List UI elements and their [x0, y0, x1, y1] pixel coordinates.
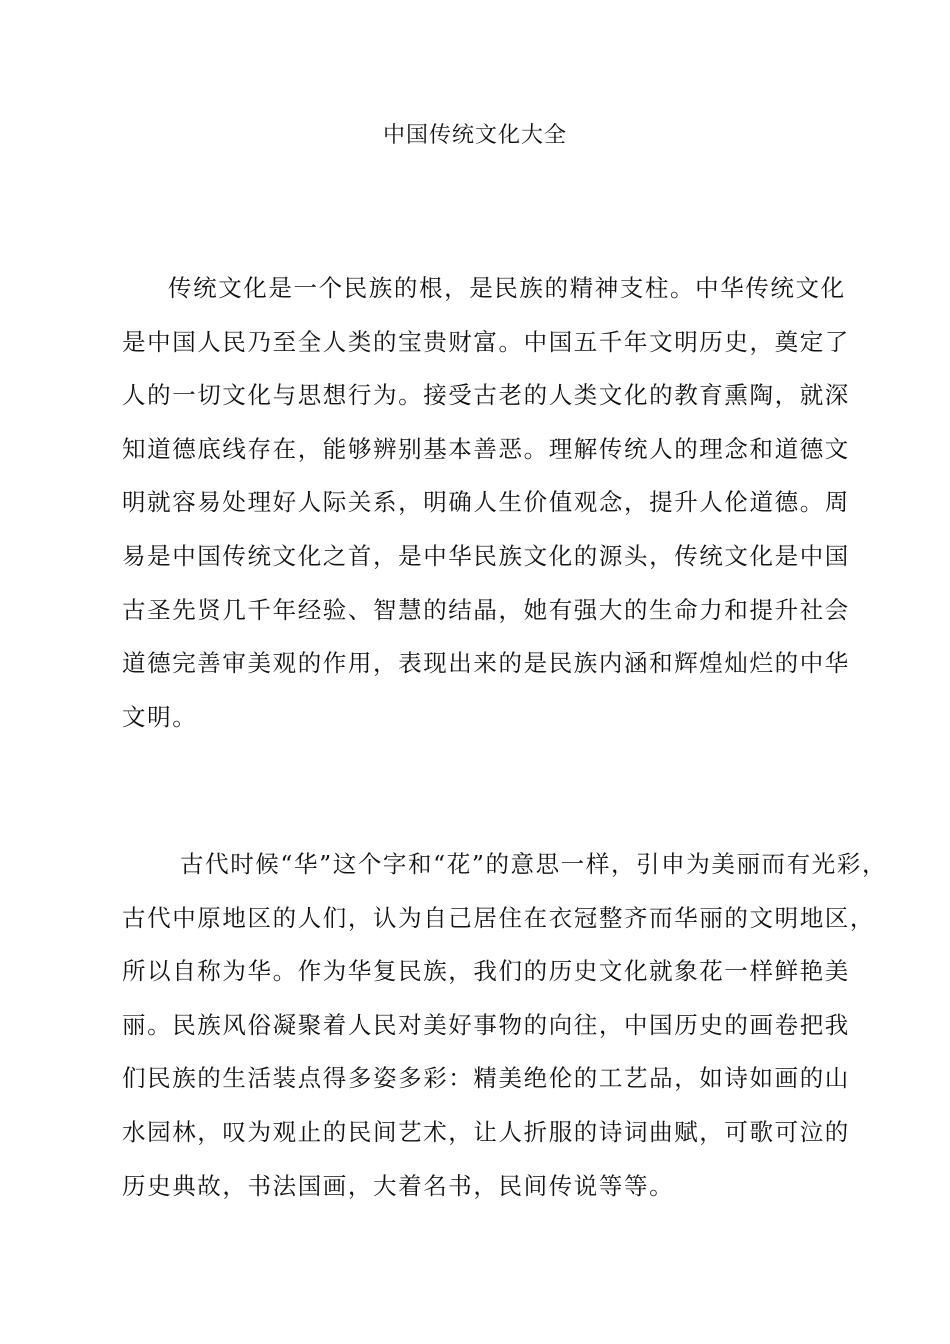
paragraph-line: 历史典故，书法国画，大着名书，民间传说等等。 — [122, 1171, 675, 1200]
paragraph-line: 是中国人民乃至全人类的宝贵财富。中国五千年文明历史，奠定了 — [122, 327, 850, 356]
document-title: 中国传统文化大全 — [382, 123, 567, 148]
paragraph-2 — [122, 838, 888, 1213]
paragraph-line: 文明。 — [122, 702, 198, 731]
paragraph-1 — [122, 262, 850, 744]
paragraph-line: 丽。民族风俗凝聚着人民对美好事物的向往，中国历史的画卷把我 — [122, 1010, 850, 1039]
paragraph-line: 易是中国传统文化之首，是中华民族文化的源头，传统文化是中国 — [122, 541, 850, 570]
paragraph-line: 传统文化是一个民族的根，是民族的精神支柱。中华传统文化 — [168, 274, 846, 302]
paragraph-line: 水园林，叹为观止的民间艺术，让人折服的诗词曲赋，可歌可泣的 — [122, 1117, 850, 1146]
paragraph-line: 知道德底线存在，能够辨别基本善恶。理解传统人的理念和道德文 — [122, 434, 850, 463]
paragraph-line: 所以自称为华。作为华复民族，我们的历史文化就象花一样鲜艳美 — [122, 957, 850, 986]
paragraph-line: 古圣先贤几千年经验、智慧的结晶，她有强大的生命力和提升社会 — [122, 595, 850, 624]
paragraph-line: 人的一切文化与思想行为。接受古老的人类文化的教育熏陶，就深 — [122, 381, 850, 410]
paragraph-line: 们民族的生活装点得多姿多彩：精美绝伦的工艺品，如诗如画的山 — [122, 1064, 850, 1093]
paragraph-line: 明就容易处理好人际关系，明确人生价值观念，提升人伦道德。周 — [122, 488, 850, 517]
paragraph-line: 道德完善审美观的作用，表现出来的是民族内涵和辉煌灿烂的中华 — [122, 649, 850, 678]
paragraph-line: 古代中原地区的人们，认为自己居住在衣冠整齐而华丽的文明地区， — [122, 903, 875, 932]
paragraph-line: 古代时候“华”这个字和“花”的意思一样，引申为美丽而有光彩， — [180, 850, 888, 878]
